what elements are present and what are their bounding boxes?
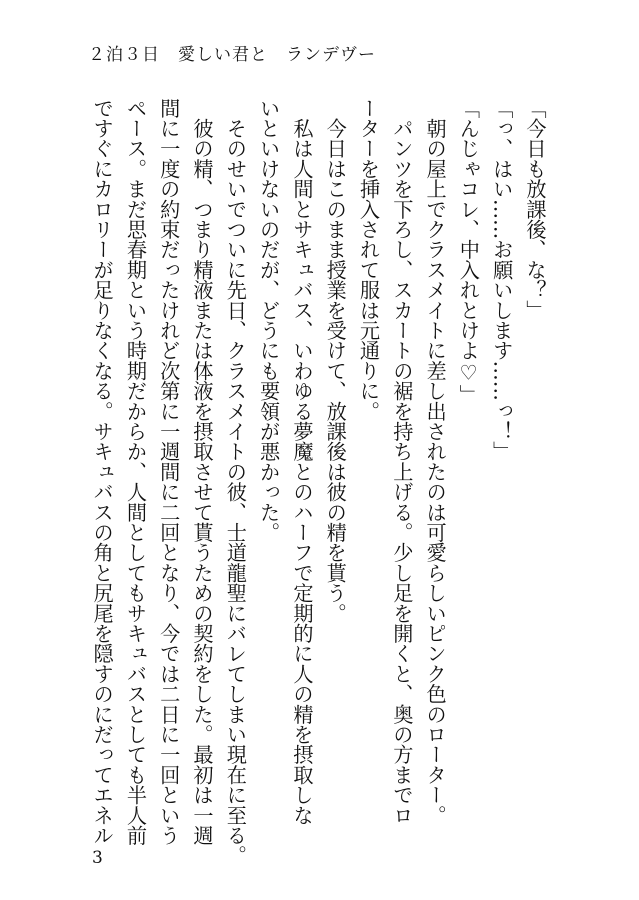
text-line: 「んじゃコレ、中入れとけよ♡」	[456, 98, 481, 405]
text-line: そのせいでついに先日、クラスメイトの彼、士道龍聖にバレてしまい現在に至る。	[223, 98, 248, 866]
text-line: いといけないのだが、どうにも要領が悪かった。	[256, 98, 281, 543]
body-text	[81, 98, 551, 866]
text-line: 今日はこのまま授業を受けて、放課後は彼の精を貰う。	[323, 98, 348, 624]
running-header: ２泊３日 愛しい君と ランデヴー	[88, 45, 376, 65]
text-line: 朝の屋上でクラスメイトに差し出されたのは可愛らしいピンク色のローター。	[423, 98, 448, 826]
text-line: 私は人間とサキュバス、いわゆる夢魔とのハーフで定期的に人の精を摂取しな	[289, 98, 314, 826]
text-line: 「っ、はい……お願いします……っ！」	[489, 98, 514, 462]
text-line: 「今日も放課後、な？」	[523, 98, 547, 321]
text-line: ですぐにカロリーが足りなくなる。サキュバスの角と尻尾を隠すのにだってエネル	[90, 98, 115, 846]
text-line: 間に一度の約束だったけれど次第に一週間に二回となり、今では二日に一回という	[156, 98, 181, 846]
text-line: 彼の精、つまり精液または体液を摂取させて貰うための契約をした。最初は一週	[190, 98, 215, 846]
text-line: パンツを下ろし、スカートの裾を持ち上げる。少し足を開くと、奥の方までロ	[389, 98, 414, 826]
text-line: ーターを挿入されて服は元通りに。	[356, 98, 381, 422]
text-line: ペース。まだ思春期という時期だからか、人間としてもサキュバスとしても半人前	[123, 98, 148, 846]
page-number: 3	[92, 848, 103, 868]
